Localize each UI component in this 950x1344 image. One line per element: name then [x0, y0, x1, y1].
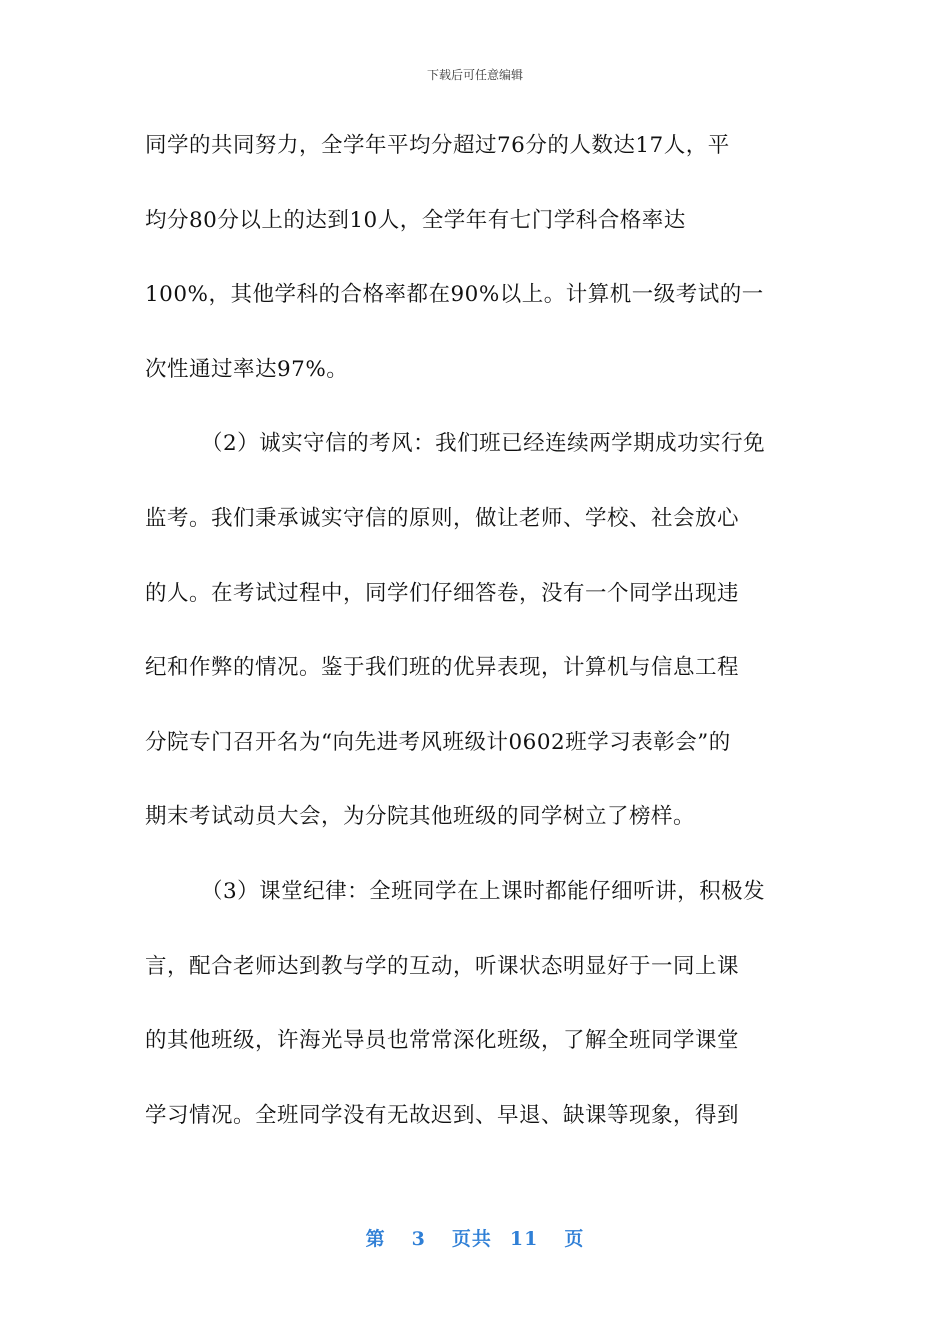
body-line-8: 纪和作弊的情况。鉴于我们班的优异表现，计算机与信息工程: [145, 655, 740, 681]
body-line-13: 的其他班级，许海光导员也常常深化班级，了解全班同学课堂: [145, 1028, 740, 1054]
body-line-5: （2）诚实守信的考风：我们班已经连续两学期成功实行免: [201, 431, 766, 457]
footer-middle: 页共: [451, 1228, 492, 1250]
body-line-6: 监考。我们秉承诚实守信的原则，做让老师、学校、社会放心: [145, 505, 740, 531]
body-line-10: 期末考试动员大会，为分院其他班级的同学树立了榜样。: [145, 804, 696, 830]
document-body: [145, 114, 815, 1158]
body-line-3: 100%，其他学科的合格率都在90%以上。计算机一级考试的一: [145, 282, 764, 308]
page-header-note: 下载后可任意编辑: [426, 68, 523, 82]
footer-prefix: 第: [365, 1228, 386, 1250]
footer-suffix: 页: [564, 1228, 585, 1250]
footer-total-pages: 11: [509, 1228, 539, 1250]
body-line-14: 学习情况。全班同学没有无故迟到、早退、缺课等现象，得到: [145, 1102, 740, 1128]
body-line-1: 同学的共同努力，全学年平均分超过76分的人数达17人，平: [145, 133, 730, 158]
body-line-12: 言，配合老师达到教与学的互动，听课状态明显好于一同上课: [145, 953, 740, 979]
page-footer: [0, 1224, 950, 1251]
body-line-7: 的人。在考试过程中，同学们仔细答卷，没有一个同学出现违: [145, 580, 740, 606]
body-line-4: 次性通过率达97%。: [145, 356, 349, 382]
body-line-11: （3）课堂纪律：全班同学在上课时都能仔细听讲，积极发: [201, 878, 766, 904]
footer-current-page: 3: [411, 1228, 426, 1250]
body-line-9: 分院专门召开名为“向先进考风班级计0602班学习表彰会”的: [145, 729, 731, 755]
body-line-2: 均分80分以上的达到10人，全学年有七门学科合格率达: [145, 207, 686, 233]
